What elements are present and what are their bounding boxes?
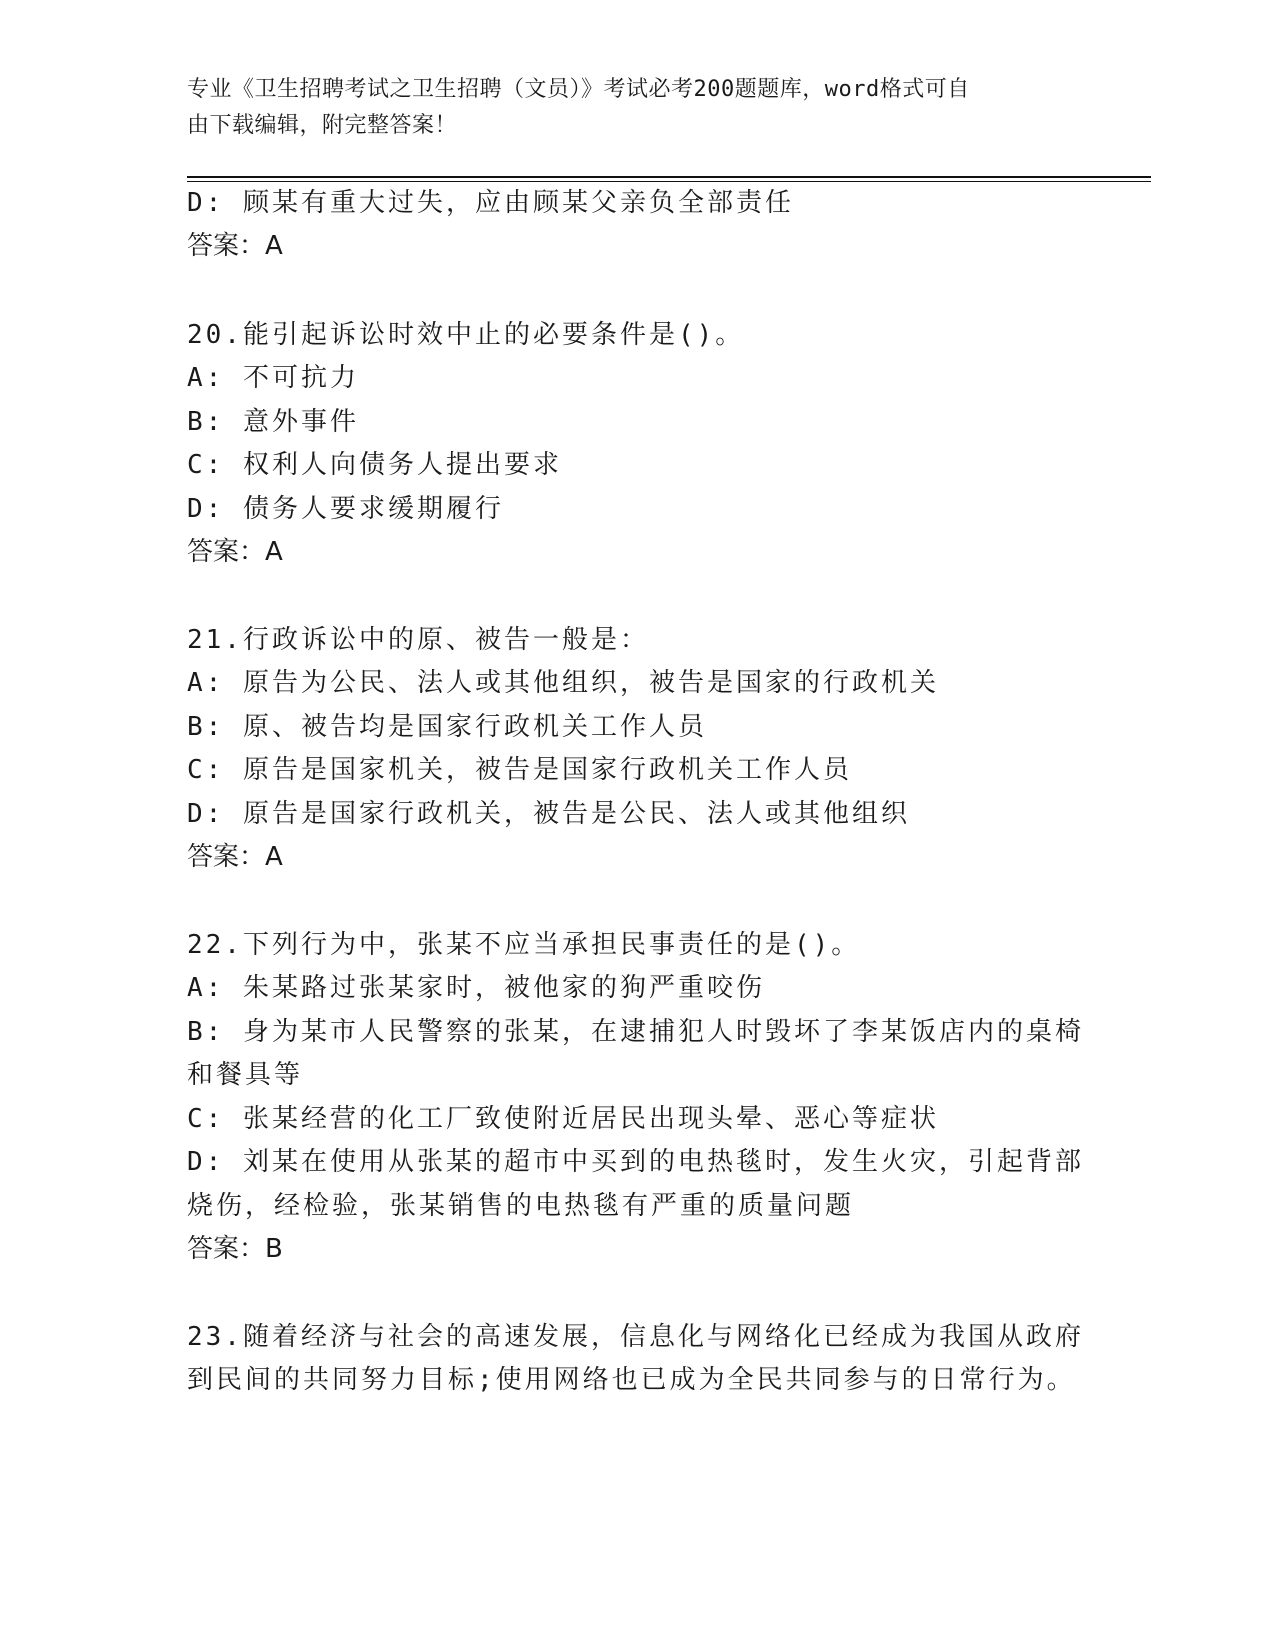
page-header [187,72,1067,144]
header-line-1: 专业《卫生招聘考试之卫生招聘（文员）》考试必考200题题库，word格式可自 [187,77,970,102]
header-rule-thick [187,176,1151,178]
q20-option-a: A: 不可抗力 [187,363,359,393]
q21-stem: 21.行政诉讼中的原、被告一般是： [187,625,649,655]
q22-stem: 22.下列行为中，张某不应当承担民事责任的是()。 [187,930,861,960]
q22-option-b-line-2: 和餐具等 [187,1060,304,1090]
q20-option-d: D: 债务人要求缓期履行 [187,494,504,524]
q20-answer: 答案：A [187,537,283,567]
q22-option-d-line-2: 烧伤，经检验，张某销售的电热毯有严重的质量问题 [187,1191,855,1221]
q22-answer: 答案：B [187,1234,283,1264]
q20-option-c: C: 权利人向债务人提出要求 [187,450,562,480]
q21-option-a: A: 原告为公民、法人或其他组织，被告是国家的行政机关 [187,668,939,698]
header-line-2: 由下载编辑，附完整答案！ [187,113,458,138]
q22-option-c: C: 张某经营的化工厂致使附近居民出现头晕、恶心等症状 [187,1104,939,1134]
q21-option-d: D: 原告是国家行政机关，被告是公民、法人或其他组织 [187,799,910,829]
q19-option-d: D: 顾某有重大过失，应由顾某父亲负全部责任 [187,188,794,218]
q22-option-d-line-1: D: 刘某在使用从张某的超市中买到的电热毯时，发生火灾，引起背部 [187,1147,1084,1177]
q21-answer: 答案：A [187,842,283,872]
q22-option-a: A: 朱某路过张某家时，被他家的狗严重咬伤 [187,973,765,1003]
q21-option-b: B: 原、被告均是国家行政机关工作人员 [187,712,707,742]
header-rule-thin [187,181,1151,182]
q20-option-b: B: 意外事件 [187,407,359,437]
q23-stem-line-2: 到民间的共同努力目标;使用网络也已成为全民共同参与的日常行为。 [187,1365,1076,1395]
q23-stem-line-1: 23.随着经济与社会的高速发展，信息化与网络化已经成为我国从政府 [187,1322,1084,1352]
q22-option-b-line-1: B: 身为某市人民警察的张某，在逮捕犯人时毁坏了李某饭店内的桌椅 [187,1017,1084,1047]
q21-option-c: C: 原告是国家机关，被告是国家行政机关工作人员 [187,755,852,785]
q19-answer: 答案：A [187,231,283,261]
q20-stem: 20.能引起诉讼时效中止的必要条件是()。 [187,320,745,350]
